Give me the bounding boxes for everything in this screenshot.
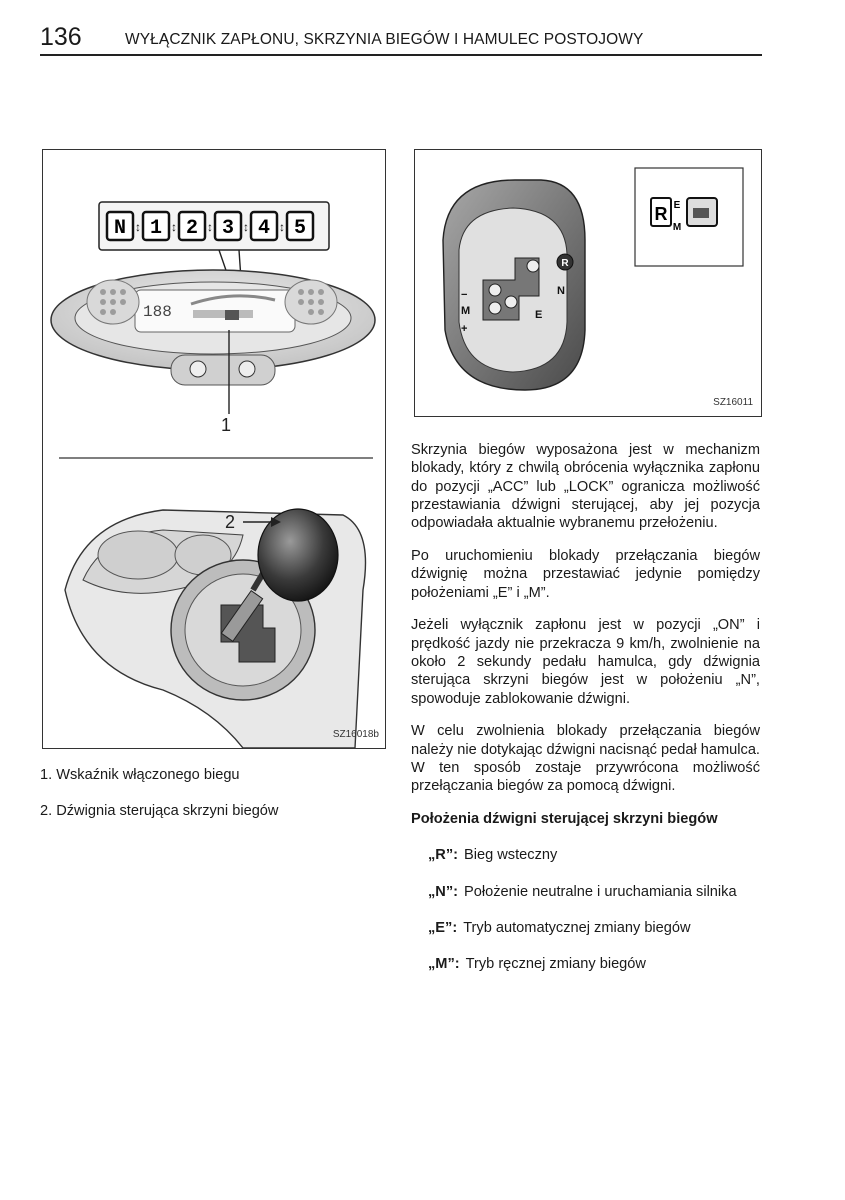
gear-illustration [43, 150, 385, 748]
svg-text:↕: ↕ [171, 220, 177, 234]
inset-label-m: M [672, 222, 682, 233]
gear-glyph-1: 1 [149, 217, 163, 240]
position-key: „E”: [428, 919, 458, 936]
callout-2: 2 [225, 512, 236, 532]
position-n [428, 883, 760, 901]
svg-text:↕: ↕ [207, 220, 213, 234]
inset-label-r: R [654, 204, 668, 224]
legend-item-1: 1. Wskaźnik włączonego biegu [40, 767, 240, 783]
gear-glyph-3: 3 [221, 217, 235, 240]
paragraph-2: Po uruchomieniu blokady przełączania biegów dźwignię można przestawiać jedynie pomiędzy położeniami „E” i „M”. [411, 547, 760, 601]
gate-label-m: M [461, 305, 471, 317]
shift-lever-console [65, 509, 366, 748]
paragraph-3: Jeżeli wyłącznik zapłonu jest w pozycji „ON” i prędkość jazdy nie przekracza 9 km/h, zwolnienie na około 2 sekundy pedału hamulca, gdy dźwignia sterująca skrzyni biegów jest w położeniu „N”, spowoduje zablokowanie dźwigni. [411, 617, 760, 707]
gear-glyph-n: N [113, 217, 127, 240]
paragraph-4: W celu zwolnienia blokady przełączania biegów należy nie dotykając dźwigni nacisnąć pedał hamulca. W ten sposób zostaje przywrócona możliwość przełączania biegów za pomocą dźwigni. [411, 723, 760, 795]
position-key: „M”: [428, 956, 460, 973]
legend-item-2: 2. Dźwignia sterująca skrzyni biegów [40, 803, 279, 819]
callout-1: 1 [221, 415, 232, 435]
gate-label-e: E [535, 309, 543, 321]
position-desc: Bieg wsteczny [464, 847, 558, 864]
figure-gear-indicator-and-lever [42, 149, 386, 749]
gate-label-minus: − [461, 289, 468, 301]
gear-glyph-4: 4 [257, 217, 271, 240]
gear-glyph-2: 2 [185, 217, 199, 240]
gate-label-plus: + [461, 323, 468, 335]
page-header [40, 23, 762, 56]
position-desc: Tryb automatycznej zmiany biegów [463, 919, 691, 936]
position-e [428, 919, 760, 937]
figure-code: SZ16018b [332, 729, 379, 740]
page-number: 136 [40, 23, 82, 51]
svg-text:↕: ↕ [279, 220, 285, 234]
gate-label-r: R [561, 258, 569, 269]
figure-shift-gate [414, 149, 762, 417]
figure-legend [40, 766, 380, 838]
inset-label-e: E [673, 200, 681, 211]
position-r [428, 846, 760, 864]
figure-code: SZ16011 [713, 397, 753, 408]
section-heading: Położenia dźwigni sterującej skrzyni biegów [411, 811, 718, 828]
svg-text:↕: ↕ [135, 220, 141, 234]
gate-label-n: N [557, 285, 565, 297]
gear-glyph-5: 5 [293, 217, 307, 240]
svg-text:↕: ↕ [243, 220, 249, 234]
speed-readout: 188 [143, 303, 172, 321]
chapter-title: WYŁĄCZNIK ZAPŁONU, SKRZYNIA BIEGÓW I HAMULEC POSTOJOWY [125, 31, 644, 48]
position-desc: Tryb ręcznej zmiany biegów [465, 956, 646, 973]
position-desc: Położenie neutralne i uruchamiania silnika [464, 883, 737, 900]
position-m [428, 955, 760, 973]
instrument-cluster [51, 270, 375, 385]
paragraph-1: Skrzynia biegów wyposażona jest w mechanizm blokady, który z chwilą obrócenia wyłącznika zapłonu do pozycji „ACC” lub „LOCK” ogranicza możliwość przestawiania dźwigni sterującej, aby jej pozycja odpowiadała aktualnie wybranemu przełożeniu. [411, 442, 760, 532]
position-key: „N”: [428, 883, 458, 900]
shift-gate-illustration [415, 150, 761, 416]
position-key: „R”: [428, 847, 458, 864]
body-text [411, 441, 760, 992]
